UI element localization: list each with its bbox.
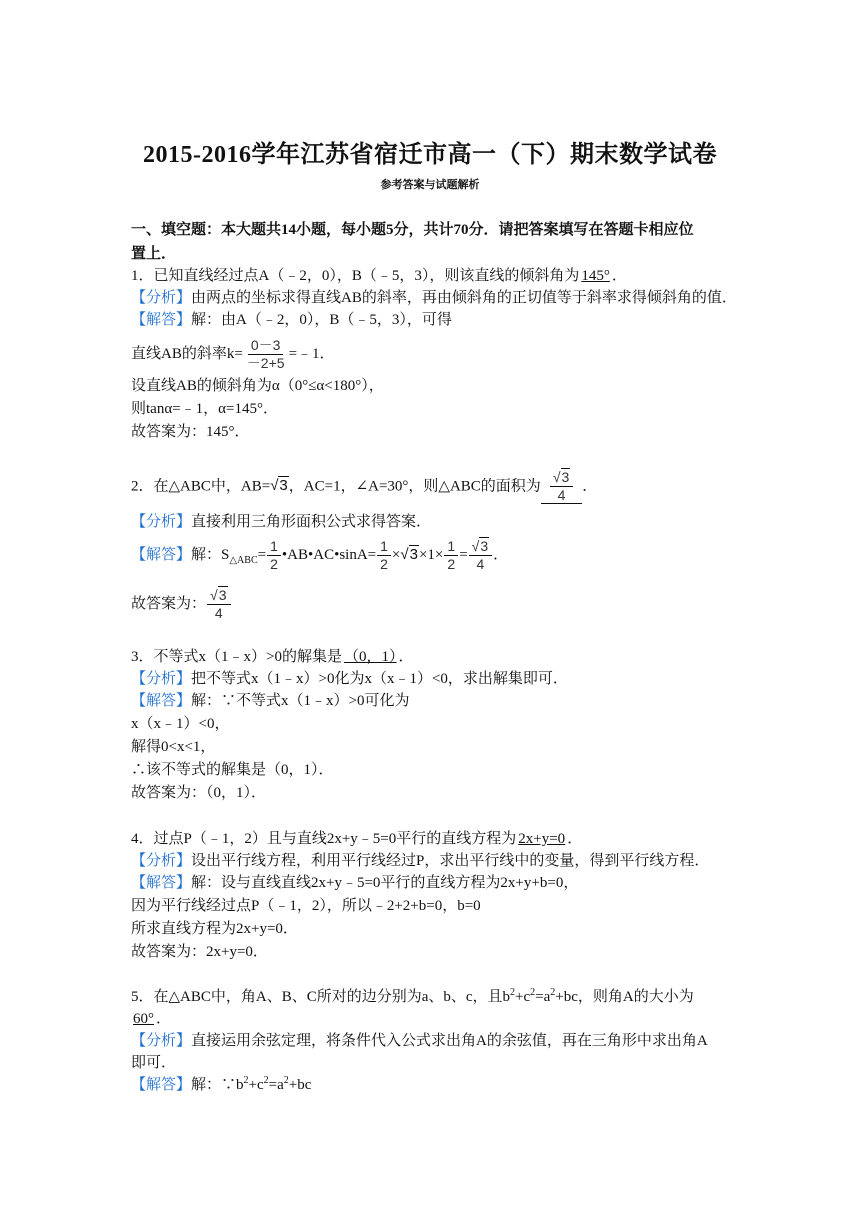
page-subtitle: 参考答案与试题解析 xyxy=(380,179,480,191)
section-heading: 一、填空题：本大题共14小题，每小题5分，共计70分．请把答案填写在答题卡相应位 xyxy=(131,222,694,238)
q1-answer: 145° xyxy=(581,268,610,284)
section-heading-cont: 置上． xyxy=(131,246,177,262)
q2-analysis: 【分析】直接利用三角形面积公式求得答案． xyxy=(131,514,432,530)
q5-analysis-1: 【分析】直接运用余弦定理，将条件代入公式求出角A的余弦值，再在三角形中求出角A xyxy=(131,1033,708,1049)
sqrt-3: √3 xyxy=(270,477,288,495)
q1-solution-2: 直线AB的斜率k= $\frac{0-3}{-2+5}$ =﹣1． xyxy=(131,337,335,371)
q3-solution-3: 解得0<x<1， xyxy=(131,739,216,755)
q1-solution-4: 则tanα=﹣1，α=145°． xyxy=(131,401,278,417)
q4-answer: 2x+y=0 xyxy=(518,831,566,847)
q2-answer: $\frac{√3}{4}$ xyxy=(541,470,582,504)
q1-stem: 1．已知直线经过点A（﹣2，0），B（﹣5，3），则该直线的倾斜角为 145° ． xyxy=(131,268,627,284)
area-fraction: $\frac{√3}{4}$ xyxy=(469,539,492,572)
q3-solution-1: 【解答】解：∵不等式x（1﹣x）>0可化为 xyxy=(131,693,410,709)
q1-solution-5: 故答案为：145°． xyxy=(131,424,250,440)
q3-stem: 3．不等式x（1﹣x）>0的解集是 （0，1） ． xyxy=(131,649,414,665)
q4-stem: 4．过点P（﹣1，2）且与直线2x+y﹣5=0平行的直线方程为 2x+y=0 ． xyxy=(131,831,583,847)
q5-stem: 5．在△ABC中，角A、B、C所对的边分别为a、b、c，且$b^2+c^2=a^2+bc$，则角A的大小为 xyxy=(131,987,694,1005)
q5-solution: 【解答】解：$\because b^2+c^2=a^2+bc$ xyxy=(131,1075,312,1093)
q1-solution-3: 设直线AB的倾斜角为α（0°≤α<180°）， xyxy=(131,378,384,394)
page-title: 2015-2016学年江苏省宿迁市高一（下）期末数学试卷 xyxy=(143,142,717,168)
q2-stem: 2．在△ABC中，AB=√3，AC=1，∠A=30°，则△ABC的面积为 $\frac{√3}{4}$ ． xyxy=(131,469,598,503)
q4-analysis: 【分析】设出平行线方程，利用平行线经过P，求出平行线中的变量，得到平行线方程． xyxy=(131,853,710,869)
q3-analysis: 【分析】把不等式x（1﹣x）>0化为x（x﹣1）<0，求出解集即可． xyxy=(131,671,568,687)
q1-solution-1: 【解答】解：由A（﹣2，0），B（﹣5，3），可得 xyxy=(131,312,452,328)
q3-answer: （0，1） xyxy=(343,649,397,665)
slope-fraction: $\frac{0-3}{-2+5}$ xyxy=(246,337,285,371)
q5-analysis-2: 即可． xyxy=(131,1055,177,1071)
final-fraction: $\frac{√3}{4}$ xyxy=(207,588,230,621)
half-fraction: $\frac{1}{2}$ xyxy=(267,539,281,572)
q5-answer: 60° xyxy=(133,1011,154,1027)
q1-analysis: 【分析】由两点的坐标求得直线AB的斜率，再由倾斜角的正切值等于斜率求得倾斜角的值． xyxy=(131,290,737,306)
q4-solution-3: 所求直线方程为2x+y=0． xyxy=(131,921,298,937)
q4-solution-4: 故答案为：2x+y=0． xyxy=(131,944,268,960)
analysis-tag: 【分析】 xyxy=(131,290,192,306)
q3-solution-2: x（x﹣1）<0， xyxy=(131,716,230,732)
solution-tag: 【解答】 xyxy=(131,312,192,328)
q3-solution-5: 故答案为：（0，1）． xyxy=(131,785,267,801)
q2-solution: 【解答】解：$S_{\triangle ABC}=$ $\frac{1}{2}$ •AB•AC•sinA= $\frac{1}{2}$ ×√3×1× $\frac{1}{2}$ = $\frac{√3}{4}$ ． xyxy=(131,538,509,572)
q4-solution-1: 【解答】解：设与直线直线2x+y﹣5=0平行的直线方程为2x+y+b=0， xyxy=(131,875,579,891)
q4-solution-2: 因为平行线经过点P（﹣1，2），所以﹣2+2+b=0，b=0 xyxy=(131,898,481,914)
q5-answer-line: 60° ． xyxy=(133,1011,172,1027)
q3-solution-4: ∴该不等式的解集是（0，1）． xyxy=(131,762,334,778)
q2-final: 故答案为： $\frac{√3}{4}$ xyxy=(131,588,232,621)
